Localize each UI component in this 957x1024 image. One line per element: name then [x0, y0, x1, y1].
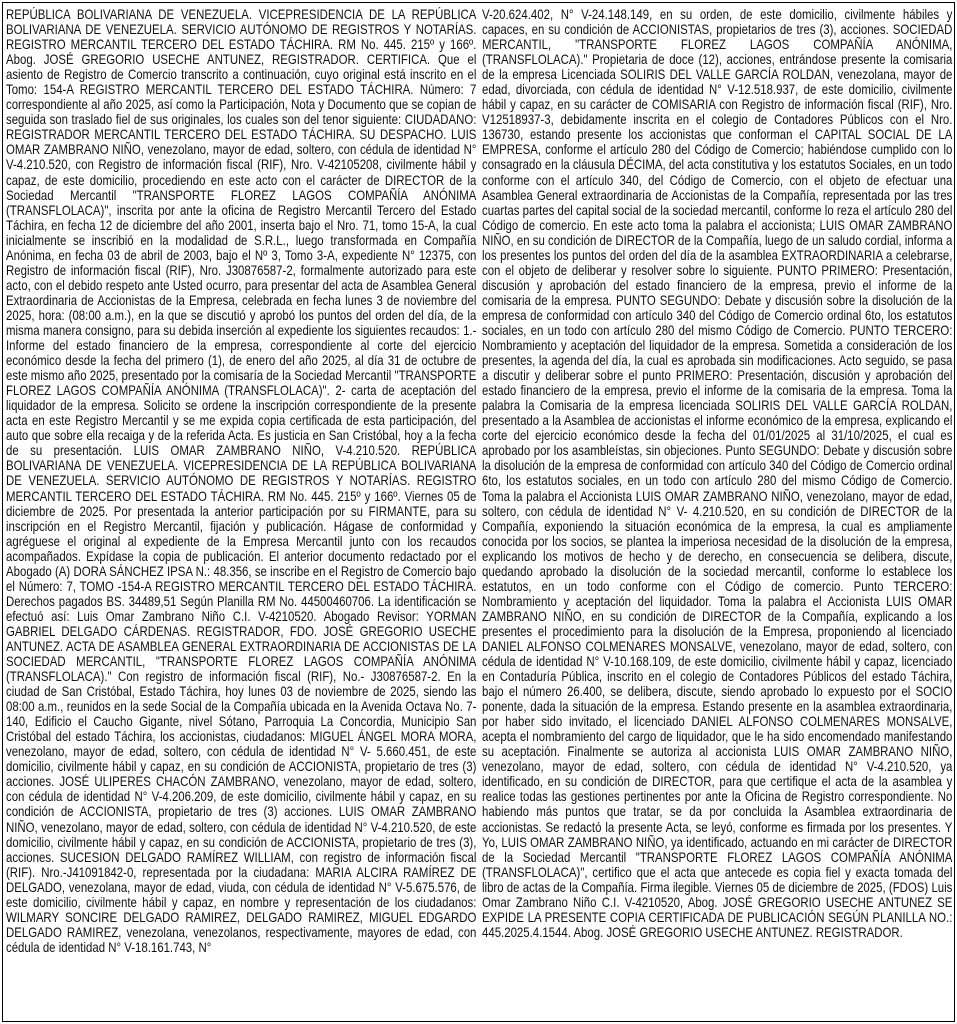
left-column-text: REPÚBLICA BOLIVARIANA DE VENEZUELA. VICEPRESIDENCIA DE LA REPÚBLICA BOLIVARIANA DE VENEZUELA. SERVICIO AUTÓNOMO DE REGISTROS Y NOTARÍAS. REGISTRO MERCANTIL TERCERO DEL ESTADO TÁCHIRA. RM No. 445. 215º y 166º. Abog. JOSÉ GREGORIO USECHE ANTUNEZ, REGISTRADOR. CERTIFICA. Que el asiento de Registro de Comercio transcrito a continuación, cuyo original está inscrito en el Tomo: 154-A REGISTRO MERCANTIL TERCERO DEL ESTADO TÁCHIRA. Número: 7 correspondiente al año 2025, así como la Participación, Nota y Documento que se copian de seguida son traslado fiel de sus originales, los cuales son del tenor siguiente: CIUDADANO: REGISTRADOR MERCANTIL TERCERO DEL ESTADO TÁCHIRA. SU DESPACHO. LUIS OMAR ZAMBRANO NIÑO, venezolano, mayor de edad, soltero, con cédula de identidad N° V-4.210.520, con Registro de información fiscal (RIF), Nro. V-42105208, civilmente hábil y capaz, de este domicilio, procediendo en este acto con el carácter de DIRECTOR de la Sociedad Mercantil "TRANSPORTE FLOREZ LAGOS COMPAÑÍA ANÓNIMA (TRANSFLOLACA)", inscrita por ante la oficina de Registro Mercantil Tercero del Estado Táchira, en fecha 12 de diciembre del año 2001, inserta bajo el Nro. 71, tomo 15-A, la cual inicialmente se inscribió en la modalidad de S.R.L., luego transformada en Compañía Anónima, en fecha 03 de abril de 2003, bajo el Nº 3, Tomo 3-A, expediente N° 12375, con Registro de información fiscal (RIF), Nro. J30876587-2, formalmente autorizado para este acto, con el debido respeto ante Usted ocurro, para presentar del acta de Asamblea General Extraordinaria de Accionistas de la Empresa, celebrada en fecha lunes 3 de noviembre del 2025, hora: (08:00 a.m.), en la que se discutió y aprobó los puntos del orden del día, de la misma manera consigno, para su debida inserción al expediente los siguientes recaudos: 1.- Informe del estado financiero de la empresa, correspondiente al corte del ejercicio económico desde la fecha del primero (1), de enero del año 2025, al día 31 de octubre de este mismo año 2025, presentado por la comisaría de la Sociedad Mercantil "TRANSPORTE FLOREZ LAGOS COMPAÑÍA ANÓNIMA (TRANSFLOLACA)". 2- carta de aceptación del liquidador de la empresa. Solicito se ordene la inscripción correspondiente de la presente acta en este Registro Mercantil y se me expida copia certificada de esta participación, del auto que sobre ella recaiga y de la referida Acta. Es justicia en San Cristóbal, hoy a la fecha de su presentación. LUIS OMAR ZAMBRANO NIÑO, V-4.210.520. REPÚBLICA BOLIVARIANA DE VENEZUELA. VICEPRESIDENCIA DE LA REPÚBLICA BOLIVARIANA DE VENEZUELA. SERVICIO AUTÓNOMO DE REGISTROS Y NOTARÍAS. REGISTRO MERCANTIL TERCERO DEL ESTADO TÁCHIRA. RM No. 445. 215º y 166º. Viernes 05 de diciembre de 2025. Por presentada la anterior participación por su FIRMANTE, para su inscripción en el Registro Mercantil, fijación y publicación. Hágase de conformidad y agréguese el original al expediente de la Empresa Mercantil junto con los recaudos acompañados. Expídase la copia de publicación. El anterior documento redactado por el Abogado (A) DORA SÁNCHEZ IPSA N.: 48.356, se inscribe en el Registro de Comercio bajo el Número: 7, TOMO -154-A REGISTRO MERCANTIL TERCERO DEL ESTADO TÁCHIRA. Derechos pagados BS. 34489,51 Según Planilla RM No. 44500460706. La identificación se efectuó así: Luis Omar Zambrano Niño C.I. V-4210520. Abogado Revisor: YORMAN GABRIEL DELGADO CÁRDENAS. REGISTRADOR, FDO. JOSÉ GREGORIO USECHE ANTUNEZ. ACTA DE ASAMBLEA GENERAL EXTRAORDINARIA DE ACCIONISTAS DE LA SOCIEDAD MERCANTIL, "TRANSPORTE FLOREZ LAGOS COMPAÑÍA ANÓNIMA (TRANSFLOLACA)." Con registro de información fiscal (RIF), No.- J30876587-2. En la ciudad de San Cristóbal, Estado Táchira, hoy lunes 03 de noviembre de 2025, siendo las 08:00 a.m., reunidos en la sede Social de la Compañía ubicada en la Avenida Octava No. 7-140, Edificio el Caucho Gigante, nivel Sótano, Parroquia La Concordia, Municipio San Cristóbal del estado Táchira, los accionistas, ciudadanos: MIGUEL ÁNGEL MORA MORA, venezolano, mayor de edad, soltero, con cédula de identidad N° V- 5.660.451, de este domicilio, civilmente hábil y capaz, en su condición de ACCIONISTA, propietario de tres (3) acciones. JOSÉ ULIPERES CHACÓN ZAMBRANO, venezolano, mayor de edad, soltero, con cédula de identidad N° V-4.206.209, de este domicilio, civilmente hábil y capaz, en su condición de ACCIONISTA, propietario de tres (3) acciones. LUIS OMAR ZAMBRANO NIÑO, venezolano, mayor de edad, soltero, con cédula de identidad N° V-4.210.520, de este domicilio, civilmente hábil y capaz, en su condición de ACCIONISTA, propietario de tres (3), acciones. SUCESION DELGADO RAMÍREZ WILLIAM, con registro de información fiscal (RIF). Nro.-J41091842-0, representada por la ciudadana: MARIA ALCIRA RAMÍREZ DE DELGADO, venezolana, mayor de edad, viuda, con cédula de identidad N° V-5.675.576, de este domicilio, civilmente hábil y capaz, en nombre y representación de los ciudadanos: WILMARY SONCIRE DELGADO RAMIREZ, DELGADO RAMIREZ, MIGUEL EDGARDO DELGADO RAMIREZ, venezolana, venezolanos, respectivamente, mayores de edad, con cédula de identidad N° V-18.161.743, N°: [6, 7, 477, 955]
notice-right-column: [482, 7, 952, 1020]
right-column-text: V-20.624.402, N° V-24.148.149, en su orden, de este domicilio, civilmente hábiles y capaces, en su condición de ACCIONISTAS, propietarios de tres (3), acciones. SOCIEDAD MERCANTIL, "TRANSPORTE FLOREZ LAGOS COMPAÑÍA ANÓNIMA, (TRANSFLOLACA)." Propietaria de doce (12), acciones, entrándose presente la comisaria de la empresa Licenciada SOLIRIS DEL VALLE GARCÍA ROLDAN, venezolana, mayor de edad, divorciada, con cédula de identidad N° V-12.518.937, de este domicilio, civilmente hábil y capaz, en su carácter de COMISARIA con Registro de información fiscal (RIF), Nro. V12518937-3, debidamente inscrita en el colegio de Contadores Públicos con el Nro. 136730, estando presente los accionistas que conforman el CAPITAL SOCIAL DE LA EMPRESA, conforme el artículo 280 del Código de Comercio; habiéndose cumplido con lo consagrado en la cláusula DÉCIMA, del acta constitutiva y los estatutos Sociales, en un todo conforme con el artículo 340, del Código de Comercio, con el objeto de efectuar una Asamblea General extraordinaria de Accionistas de la Compañía, representada por las tres cuartas partes del capital social de la sociedad mercantil, conforme lo reza el artículo 280 del Código de comercio. En este acto toma la palabra el accionista; LUIS OMAR ZAMBRANO NIÑO, en su condición de DIRECTOR de la Compañía, luego de un saludo cordial, informa a los presentes los puntos del orden del día de la asamblea EXTRAORDINARIA a celebrarse, con el objeto de deliberar y resolver sobre lo siguiente. PUNTO PRIMERO: Presentación, discusión y aprobación del estado financiero de la empresa, previo el informe de la comisaria de la empresa. PUNTO SEGUNDO: Debate y discusión sobre la disolución de la empresa de conformidad con artículo 340 del Código de Comercio ordinal 6to, los estatutos sociales, en un todo con artículo 280 del mismo Código de Comercio. PUNTO TERCERO: Nombramiento y aceptación del liquidador de la empresa. Sometida a consideración de los presentes, la agenda del día, la cual es aprobada sin modificaciones. Acto seguido, se pasa a discutir y deliberar sobre el punto PRIMERO: Presentación, discusión y aprobación del estado financiero de la empresa, previo el informe de la comisaria de la empresa. Toma la palabra la Comisaria de la empresa licenciada SOLIRIS DEL VALLE GARCÍA ROLDAN, presentado a la Asamblea de accionistas el informe económico de la empresa, explicando el corte del ejercicio económico desde la fecha del 01/01/2025 al 31/10/2025, el cual es aprobado por los asambleístas, sin objeciones. Punto SEGUNDO: Debate y discusión sobre la disolución de la empresa de conformidad con artículo 340 del Código de Comercio ordinal 6to, los estatutos sociales, en un todo con artículo 280 del mismo Código de Comercio. Toma la palabra el Accionista LUIS OMAR ZAMBRANO NIÑO, venezolano, mayor de edad, soltero, con cédula de identidad N° V- 4.210.520, en su condición de DIRECTOR de la Compañía, exponiendo la situación económica de la empresa, la cual es ampliamente conocida por los socios, se plantea la imperiosa necesidad de la disolución de la empresa, explicando los motivos de hecho y de derecho, en consecuencia se delibera, discute, quedando aprobado la disolución de la sociedad mercantil, conforme lo establece los estatutos, en un todo conforme con el Código de comercio. Punto TERCERO: Nombramiento y aceptación del liquidador. Toma la palabra el Accionista LUIS OMAR ZAMBRANO NIÑO, en su condición de DIRECTOR de la Compañía, explicando a los presentes el procedimiento para la disolución de la Empresa, proponiendo al licenciado DANIEL ALFONSO COLMENARES MONSALVE, venezolano, mayor de edad, soltero, con cédula de identidad N° V-10.168.109, de este domicilio, civilmente hábil y capaz, licenciado en Contaduría Pública, inscrito en el colegio de Contadores Públicos del estado Táchira, bajo el número 26.400, se delibera, discute, siendo aprobado lo expuesto por el SOCIO ponente, dada la situación de la empresa. Estando presente en la asamblea extraordinaria, por haber sido invitado, el licenciado DANIEL ALFONSO COLMENARES MONSALVE, acepta el nombramiento del cargo de liquidador, que le ha sido encomendado manifestando su aceptación. Finalmente se autoriza al accionista LUIS OMAR ZAMBRANO NIÑO, venezolano, mayor de edad, soltero, con cédula de identidad N° V-4.210.520, ya identificado, en su condición de DIRECTOR, para que certifique el acta de la asamblea y realice todas las gestiones pertinentes por ante la Oficina de Registro correspondiente. No habiendo más puntos que tratar, se da por concluida la Asamblea extraordinaria de accionistas. Se redactó la presente Acta, se leyó, conforme es firmada por los presentes. Y Yo, LUIS OMAR ZAMBRANO NIÑO, ya identificado, actuando en mi carácter de DIRECTOR de la Sociedad Mercantil "TRANSPORTE FLOREZ LAGOS COMPAÑÍA ANÓNIMA (TRANSFLOLACA)", certifico que el acta que antecede es copia fiel y exacta tomada del libro de actas de la Compañía. Firma ilegible. Viernes 05 de diciembre de 2025, (FDOS) Luis Omar Zambrano Niño C.I. V-4210520, Abog. JOSÉ GREGORIO USECHE ANTUNEZ SE EXPIDE LA PRESENTE COPIA CERTIFICADA DE PUBLICACIÓN SEGÚN PLANILLA NO.: 445.2025.4.1544. Abog. JOSÉ GREGORIO USECHE ANTUNEZ. REGISTRADOR.: [482, 7, 953, 940]
notice-left-column: [6, 7, 476, 1020]
